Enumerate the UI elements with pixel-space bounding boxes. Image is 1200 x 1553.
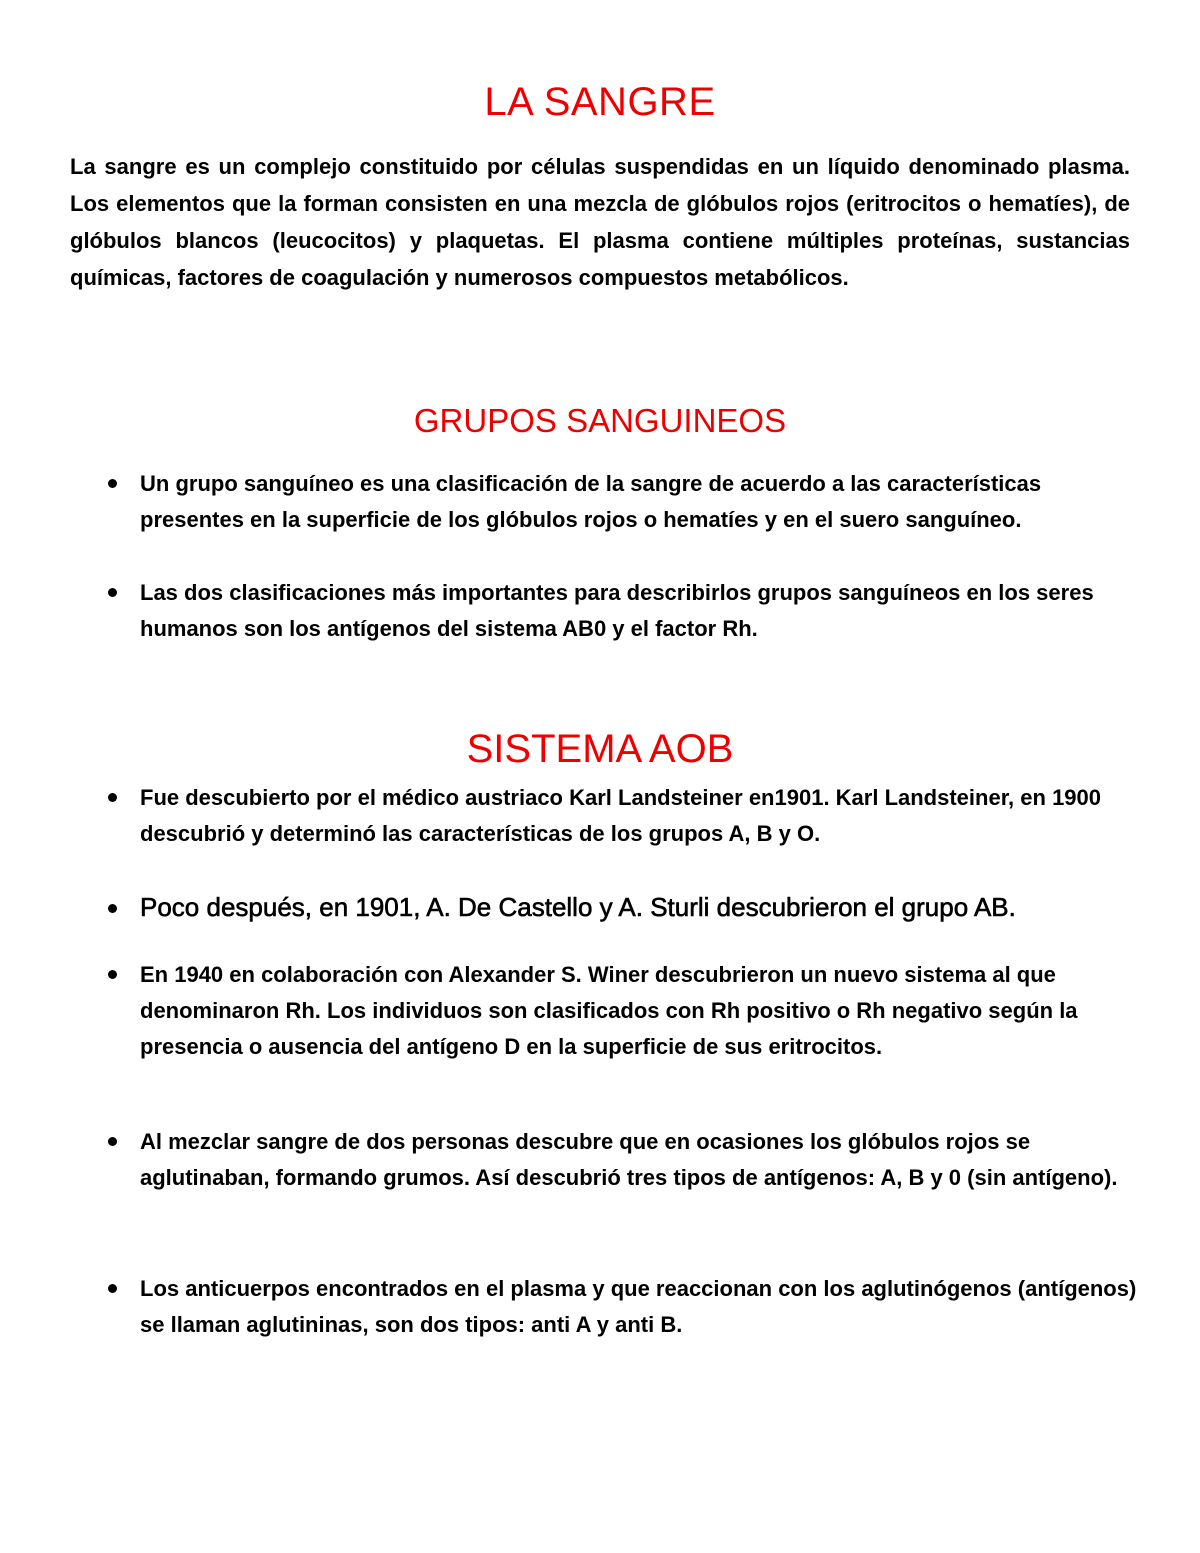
list-item-text: En 1940 en colaboración con Alexander S. Winer descubrieron un nuevo sistema al que denominaron Rh. Los individuos son clasificados con Rh positivo o Rh negativo según la presencia o ausencia del antígeno D en la superficie de sus eritrocitos. [140, 962, 1078, 1059]
list-item [100, 780, 1140, 852]
list-item-text: Poco después, en 1901, A. De Castello y A. Sturli descubrieron el grupo AB. [140, 892, 1016, 922]
title-grupos-sanguineos: GRUPOS SANGUINEOS [413, 402, 787, 439]
list-item [100, 466, 1140, 538]
intro-paragraph: La sangre es un complejo constituido por células suspendidas en un líquido denominado plasma. Los elementos que la forman consisten en una mezcla de glóbulos rojos (eritrocitos o hematíes), de glóbulos blancos (leucocitos) y plaquetas. El plasma contiene múltiples proteínas, sustancias químicas, factores de coagulación y numerosos compuestos metabólicos. [70, 154, 1130, 290]
list-item [100, 575, 1140, 647]
bullet-icon [108, 793, 117, 802]
bullet-icon [108, 970, 117, 979]
title-sistema-aob: SISTEMA AOB [466, 727, 734, 771]
bullet-icon [108, 588, 117, 597]
bullet-icon [108, 479, 117, 488]
list-item-text: Al mezclar sangre de dos personas descubre que en ocasiones los glóbulos rojos se aglutinaban, formando grumos. Así descubrió tres tipos de antígenos: A, B y 0 (sin antígeno). [140, 1129, 1118, 1190]
list-item [100, 1124, 1140, 1196]
list-item-text: Fue descubierto por el médico austriaco Karl Landsteiner en1901. Karl Landsteiner, en 1900 descubrió y determinó las características de los grupos A, B y O. [140, 785, 1102, 846]
list-item [100, 957, 1140, 1065]
list-item-text: Los anticuerpos encontrados en el plasma y que reaccionan con los aglutinógenos (antígenos) se llaman aglutininas, son dos tipos: anti A y anti B. [140, 1276, 1137, 1337]
bullet-icon [108, 1284, 117, 1293]
list-item-text: Un grupo sanguíneo es una clasificación de la sangre de acuerdo a las características presentes en la superficie de los glóbulos rojos o hematíes y en el suero sanguíneo. [140, 471, 1042, 532]
list-item-text: Las dos clasificaciones más importantes para describirlos grupos sanguíneos en los seres humanos son los antígenos del sistema AB0 y el factor Rh. [140, 580, 1094, 641]
list-item [100, 1271, 1140, 1343]
bullet-icon [108, 1137, 117, 1146]
title-la-sangre: LA SANGRE [484, 80, 716, 124]
bullet-icon [108, 904, 117, 913]
list-item [100, 888, 1140, 926]
